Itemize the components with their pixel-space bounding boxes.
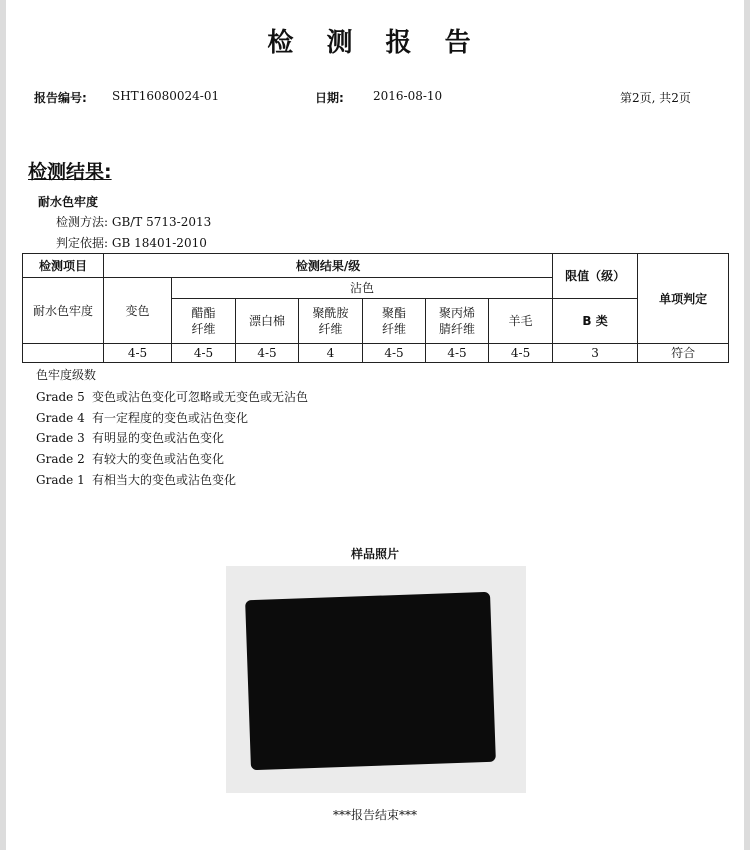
test-method: 检测方法: GB/T 5713-2013 bbox=[56, 215, 212, 229]
value-wool: 4-5 bbox=[489, 344, 553, 363]
header-item: 检测项目 bbox=[23, 254, 104, 278]
fiber-wool: 羊毛 bbox=[489, 299, 553, 344]
limit-class: B 类 bbox=[553, 299, 638, 344]
grades-title: 色牢度级数 bbox=[36, 368, 97, 382]
fiber-polyamide: 聚酰胺 纤维 bbox=[299, 299, 363, 344]
report-title: 检 测 报 告 bbox=[267, 28, 483, 58]
value-cotton: 4-5 bbox=[236, 344, 299, 363]
section-title: 检测结果: bbox=[28, 161, 112, 183]
header-limit: 限值（级） bbox=[553, 254, 638, 299]
test-name: 耐水色牢度 bbox=[38, 195, 99, 209]
grade-item: Grade 3 有明显的变色或沾色变化 bbox=[36, 431, 225, 446]
fiber-polyester: 聚酯 纤维 bbox=[363, 299, 426, 344]
value-polyamide: 4 bbox=[299, 344, 363, 363]
fiber-acetate: 醋酯 纤维 bbox=[172, 299, 236, 344]
page-number: 第2页, 共2页 bbox=[620, 91, 691, 105]
change-header: 变色 bbox=[104, 278, 172, 344]
header-result: 检测结果/级 bbox=[104, 254, 553, 278]
sample-photo bbox=[226, 566, 526, 793]
black-fabric-sample bbox=[245, 592, 496, 770]
value-acetate: 4-5 bbox=[172, 344, 236, 363]
grade-item: Grade 2 有较大的变色或沾色变化 bbox=[36, 452, 225, 467]
grade-item: Grade 4 有一定程度的变色或沾色变化 bbox=[36, 410, 249, 425]
results-table bbox=[22, 253, 729, 363]
report-no: SHT16080024-01 bbox=[112, 89, 220, 103]
header-verdict: 单项判定 bbox=[638, 254, 729, 344]
value-limit: 3 bbox=[553, 344, 638, 363]
date: 2016-08-10 bbox=[373, 89, 443, 103]
grade-item: Grade 5 变色或沾色变化可忽略或无变色或无沾色 bbox=[36, 390, 309, 404]
fiber-cotton: 漂白棉 bbox=[236, 299, 299, 344]
value-polyester: 4-5 bbox=[363, 344, 426, 363]
report-end: ***报告结束*** bbox=[332, 808, 417, 822]
value-acrylic: 4-5 bbox=[426, 344, 489, 363]
judgement-basis: 判定依据: GB 18401-2010 bbox=[56, 236, 207, 250]
value-change: 4-5 bbox=[104, 344, 172, 363]
report-no-label: 报告编号: bbox=[34, 91, 87, 105]
grades-list bbox=[36, 387, 308, 491]
date-label: 日期: bbox=[315, 91, 344, 105]
grade-item: Grade 1 有相当大的变色或沾色变化 bbox=[36, 472, 237, 487]
photo-title: 样品照片 bbox=[350, 547, 399, 561]
stain-header: 沾色 bbox=[172, 278, 553, 299]
item-name: 耐水色牢度 bbox=[23, 278, 104, 344]
fiber-acrylic: 聚丙烯 腈纤维 bbox=[426, 299, 489, 344]
value-verdict: 符合 bbox=[638, 344, 729, 363]
